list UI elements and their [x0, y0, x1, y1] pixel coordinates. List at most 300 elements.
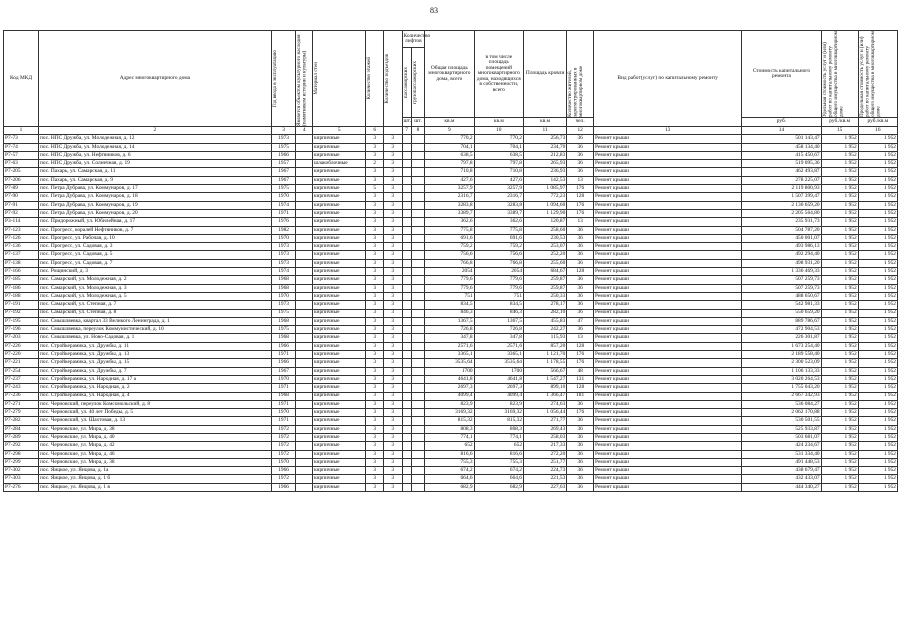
cell-elev-pass	[402, 301, 411, 309]
cell-unit-cost: 1 952	[821, 334, 858, 342]
cell-unit-cost: 1 952	[821, 301, 858, 309]
cell-elev-cargo	[411, 209, 424, 217]
cell-unit-cost: 1 952	[821, 218, 858, 226]
cell-roof-area: 282,10	[524, 309, 567, 317]
cell-max-cost: 1 952	[858, 475, 897, 483]
table-row	[4, 176, 898, 184]
cell-elev-cargo	[411, 234, 424, 242]
cell-code: Р7-185	[4, 276, 39, 284]
cell-elev-pass	[402, 384, 411, 392]
cell-roof-area: 236,93	[524, 168, 567, 176]
cell-entrances: 3	[383, 234, 402, 242]
cell-address: пос. Прогресс, ул. Садовая, д. 5	[39, 251, 272, 259]
cell-code: Р7-282	[4, 417, 39, 425]
cell-residents: 36	[567, 475, 594, 483]
cell-floors: 3	[366, 301, 384, 309]
cell-entrances: 3	[383, 143, 402, 151]
cell-address: пос. Петра Дубрава, ул. Коммунаров, д. 19	[39, 201, 272, 209]
cell-cost: 3 020 264,53	[742, 375, 821, 383]
cell-entrances: 3	[383, 201, 402, 209]
cell-elev-pass	[402, 276, 411, 284]
cell-unit-cost: 1 952	[821, 359, 858, 367]
housing-repair-table	[3, 30, 898, 492]
cell-floors: 3	[366, 417, 384, 425]
cell-max-cost: 1 952	[858, 342, 897, 350]
cell-max-cost: 1 952	[858, 417, 897, 425]
cell-elev-cargo	[411, 301, 424, 309]
cell-floors: 3	[366, 351, 384, 359]
cell-roof-area: 278,17	[524, 301, 567, 309]
cell-elev-pass	[402, 259, 411, 267]
unit-rub-m2-2: руб./кв.м	[858, 118, 897, 127]
cell-heritage	[296, 384, 312, 392]
cell-cost: 438 679,47	[742, 467, 821, 475]
cell-max-cost: 1 952	[858, 425, 897, 433]
cell-cost: 2 062 170,88	[742, 409, 821, 417]
cell-premises-area: 751	[474, 292, 523, 300]
table-row	[4, 243, 898, 251]
cell-code: Р7-195	[4, 317, 39, 325]
cell-elev-cargo	[411, 185, 424, 193]
cell-cost: 491 448,53	[742, 458, 821, 466]
cell-elev-cargo	[411, 143, 424, 151]
cell-roof-area: 259,87	[524, 284, 567, 292]
cell-heritage	[296, 276, 312, 284]
cell-code: Р7-205	[4, 168, 39, 176]
cell-residents: 13	[567, 334, 594, 342]
cell-works: Ремонт крыши	[594, 234, 742, 242]
cell-entrances: 3	[383, 425, 402, 433]
unit-elev-1: шт.	[402, 118, 411, 127]
cell-material: кирпичные	[312, 234, 366, 242]
cell-entrances: 3	[383, 251, 402, 259]
cell-cost: 525 933,87	[742, 425, 821, 433]
cell-heritage	[296, 168, 312, 176]
cell-max-cost: 1 952	[858, 160, 897, 168]
cell-residents: 36	[567, 400, 594, 408]
cell-heritage	[296, 301, 312, 309]
cell-works: Ремонт крыши	[594, 226, 742, 234]
cell-entrances: 3	[383, 342, 402, 350]
cell-premises-area: 3257,9	[474, 185, 523, 193]
cell-elev-pass	[402, 151, 411, 159]
cell-unit-cost: 1 952	[821, 409, 858, 417]
cell-premises-area: 674,2	[474, 467, 523, 475]
cell-address: пос. Стройкерамика, ул. Дружбы, д. 11	[39, 342, 272, 350]
cell-roof-area: 772,23	[524, 193, 567, 201]
cell-premises-area: 766,8	[474, 259, 523, 267]
header-elev-cargo: грузопассажирских	[411, 48, 424, 118]
cell-works: Ремонт крыши	[594, 442, 742, 450]
table-row	[4, 309, 898, 317]
cell-floors: 3	[366, 268, 384, 276]
cell-year: 1968	[271, 276, 296, 284]
cell-roof-area: 1 547,27	[524, 375, 567, 383]
table-row	[4, 276, 898, 284]
cell-address: пос. Стройкерамика, ул. Народная, д. 4	[39, 392, 272, 400]
cell-works: Ремонт крыши	[594, 276, 742, 284]
cell-heritage	[296, 151, 312, 159]
cell-code: Р7-138	[4, 259, 39, 267]
table-row	[4, 417, 898, 425]
cell-max-cost: 1 952	[858, 193, 897, 201]
cell-cost: 542 981,33	[742, 301, 821, 309]
cell-premises-area: 726,8	[474, 326, 523, 334]
table-row	[4, 151, 898, 159]
cell-elev-cargo	[411, 475, 424, 483]
cell-elev-pass	[402, 450, 411, 458]
page-number: 83	[430, 6, 438, 15]
cell-max-cost: 1 952	[858, 251, 897, 259]
cell-premises-area: 710,8	[474, 168, 523, 176]
header-code: Код МКД	[4, 31, 39, 127]
cell-total-area: 2571,6	[425, 342, 474, 350]
cell-total-area: 3389,7	[425, 209, 474, 217]
cell-elev-cargo	[411, 351, 424, 359]
cell-entrances: 3	[383, 392, 402, 400]
cell-residents: 36	[567, 251, 594, 259]
cell-works: Ремонт крыши	[594, 201, 742, 209]
cell-residents: 36	[567, 458, 594, 466]
cell-unit-cost: 1 952	[821, 243, 858, 251]
cell-code: Р7-284	[4, 425, 39, 433]
cell-address: пос. Стройкерамика, ул. Дружбы, д. 13	[39, 351, 272, 359]
cell-max-cost: 1 952	[858, 168, 897, 176]
cell-max-cost: 1 952	[858, 458, 897, 466]
cell-floors: 3	[366, 284, 384, 292]
cell-code: Р7-73	[4, 135, 39, 143]
cell-roof-area: 227,63	[524, 483, 567, 491]
cell-elev-pass	[402, 168, 411, 176]
cell-elev-cargo	[411, 334, 424, 342]
cell-total-area: 2054	[425, 268, 474, 276]
table-row	[4, 392, 898, 400]
cell-code: Р7-226	[4, 342, 39, 350]
cell-entrances: 3	[383, 367, 402, 375]
cell-unit-cost: 1 952	[821, 251, 858, 259]
cell-elev-cargo	[411, 251, 424, 259]
cell-works: Ремонт крыши	[594, 475, 742, 483]
cell-address: пос. Стройкерамика, ул. Дружбы, д. 15	[39, 359, 272, 367]
cell-works: Ремонт крыши	[594, 168, 742, 176]
cell-floors: 3	[366, 425, 384, 433]
cell-premises-area: 846,3	[474, 309, 523, 317]
cell-total-area: 3283,8	[425, 201, 474, 209]
cell-entrances: 3	[383, 317, 402, 325]
cell-heritage	[296, 292, 312, 300]
cell-floors: 3	[366, 433, 384, 441]
cell-year: 1966	[271, 483, 296, 491]
cell-heritage	[296, 243, 312, 251]
cell-cost: 504 787,20	[742, 226, 821, 234]
cell-total-area: 834,5	[425, 301, 474, 309]
cell-unit-cost: 1 952	[821, 425, 858, 433]
cell-entrances: 3	[383, 483, 402, 491]
cell-cost: 2 205 564,80	[742, 209, 821, 217]
cell-address: пос. Самарский, ул. Молодежная, д. 5	[39, 292, 272, 300]
cell-max-cost: 1 952	[858, 151, 897, 159]
cell-year: 1972	[271, 442, 296, 450]
cell-address: пос. Прогресс, ул. Садовая, д. 7	[39, 259, 272, 267]
cell-residents: 13	[567, 218, 594, 226]
cell-cost: 889 786,67	[742, 317, 821, 325]
cell-address: пос. Яицкое, ул. Янцова, д. 1а	[39, 467, 272, 475]
cell-roof-area: 265,93	[524, 160, 567, 168]
cell-works: Ремонт крыши	[594, 151, 742, 159]
cell-residents: 36	[567, 160, 594, 168]
cell-elev-pass	[402, 359, 411, 367]
cell-total-area: 4641,8	[425, 375, 474, 383]
cell-elev-pass	[402, 135, 411, 143]
cell-max-cost: 1 952	[858, 384, 897, 392]
table-row	[4, 234, 898, 242]
cell-roof-area: 252,20	[524, 251, 567, 259]
cell-address: пос. Черновские, ул. Мира, д. 38	[39, 458, 272, 466]
cell-max-cost: 1 952	[858, 334, 897, 342]
cell-entrances: 3	[383, 284, 402, 292]
cell-address: пос. Стройкерамика, ул. Дружбы, д. 7	[39, 367, 272, 375]
cell-cost: 503 681,07	[742, 433, 821, 441]
header-floors: Количество этажей	[366, 31, 384, 127]
cell-total-area: 751	[425, 292, 474, 300]
unit-rub: руб.	[742, 118, 821, 127]
table-row	[4, 143, 898, 151]
cell-max-cost: 1 952	[858, 201, 897, 209]
cell-floors: 3	[366, 400, 384, 408]
cell-works: Ремонт крыши	[594, 351, 742, 359]
cell-heritage	[296, 467, 312, 475]
table-row	[4, 475, 898, 483]
cell-year: 1973	[271, 135, 296, 143]
cell-year: 1972	[271, 475, 296, 483]
cell-material: кирпичные	[312, 226, 366, 234]
cell-elev-cargo	[411, 243, 424, 251]
cell-residents: 36	[567, 284, 594, 292]
unit-people: чел.	[567, 118, 594, 127]
cell-entrances: 3	[383, 259, 402, 267]
cell-unit-cost: 1 952	[821, 326, 858, 334]
cell-residents: 36	[567, 168, 594, 176]
cell-elev-pass	[402, 417, 411, 425]
cell-elev-pass	[402, 309, 411, 317]
cell-code: Р7-136	[4, 243, 39, 251]
cell-entrances: 3	[383, 409, 402, 417]
cell-address: пос. Самарский, ул. Молодежная, д. 2	[39, 276, 272, 284]
cell-max-cost: 1 952	[858, 351, 897, 359]
cell-roof-area: 1 094,60	[524, 201, 567, 209]
cell-floors: 3	[366, 359, 384, 367]
cell-entrances: 3	[383, 450, 402, 458]
cell-total-area: 638,5	[425, 151, 474, 159]
cell-entrances: 3	[383, 359, 402, 367]
cell-address: пос. НПС Дружба, ул. Нефтяников, д. 6	[39, 151, 272, 159]
cell-unit-cost: 1 952	[821, 209, 858, 217]
cell-address: пос. Черновский, ул. Шахтовая, д. 13	[39, 417, 272, 425]
cell-premises-area: 2316,7	[474, 193, 523, 201]
cell-material: кирпичные	[312, 276, 366, 284]
cell-premises-area: 3283,8	[474, 201, 523, 209]
cell-max-cost: 1 952	[858, 409, 897, 417]
cell-material: кирпичные	[312, 367, 366, 375]
cell-residents: 36	[567, 143, 594, 151]
cell-total-area: 846,3	[425, 309, 474, 317]
cell-unit-cost: 1 952	[821, 475, 858, 483]
cell-residents: 48	[567, 367, 594, 375]
cell-entrances: 3	[383, 151, 402, 159]
cell-unit-cost: 1 952	[821, 450, 858, 458]
cell-heritage	[296, 450, 312, 458]
cell-premises-area: 3389,7	[474, 209, 523, 217]
cell-total-area: 362,6	[425, 218, 474, 226]
cell-roof-area: 120,87	[524, 218, 567, 226]
cell-works: Ремонт крыши	[594, 326, 742, 334]
cell-code: Р7-243	[4, 384, 39, 392]
table-row	[4, 450, 898, 458]
table-row	[4, 135, 898, 143]
cell-heritage	[296, 417, 312, 425]
cell-code: Р7-74	[4, 143, 39, 151]
cell-heritage	[296, 218, 312, 226]
cell-premises-area: 4641,8	[474, 375, 523, 383]
cell-code: Р7-220	[4, 351, 39, 359]
cell-residents: 36	[567, 326, 594, 334]
cell-unit-cost: 1 952	[821, 193, 858, 201]
cell-works: Ремонт крыши	[594, 301, 742, 309]
cell-heritage	[296, 143, 312, 151]
cell-premises-area: 834,5	[474, 301, 523, 309]
cell-cost: 1 106 133,33	[742, 367, 821, 375]
cell-residents: 131	[567, 375, 594, 383]
unit-elev-2: шт.	[411, 118, 424, 127]
cell-heritage	[296, 317, 312, 325]
cell-total-area: 775,8	[425, 226, 474, 234]
cell-year: 1982	[271, 226, 296, 234]
cell-premises-area: 638,5	[474, 151, 523, 159]
cell-elev-cargo	[411, 226, 424, 234]
cell-heritage	[296, 342, 312, 350]
cell-works: Ремонт крыши	[594, 409, 742, 417]
cell-elev-pass	[402, 243, 411, 251]
cell-works: Ремонт крыши	[594, 259, 742, 267]
cell-material: кирпичные	[312, 135, 366, 143]
cell-elev-pass	[402, 375, 411, 383]
cell-year: 1972	[271, 450, 296, 458]
cell-entrances: 3	[383, 243, 402, 251]
cell-elev-cargo	[411, 384, 424, 392]
cell-elev-cargo	[411, 284, 424, 292]
cell-unit-cost: 1 952	[821, 259, 858, 267]
cell-year: 1968	[271, 284, 296, 292]
cell-code: Р7-292	[4, 442, 39, 450]
cell-roof-area: 234,70	[524, 143, 567, 151]
cell-floors: 3	[366, 442, 384, 450]
cell-roof-area: 1 085,97	[524, 185, 567, 193]
cell-material: кирпичные	[312, 400, 366, 408]
cell-floors: 3	[366, 259, 384, 267]
cell-total-area: 3365,1	[425, 351, 474, 359]
cell-unit-cost: 1 952	[821, 317, 858, 325]
cell-roof-area: 1 056,44	[524, 409, 567, 417]
cell-cost: 498 931,20	[742, 259, 821, 267]
cell-unit-cost: 1 952	[821, 400, 858, 408]
cell-elev-pass	[402, 425, 411, 433]
cell-heritage	[296, 284, 312, 292]
cell-elev-cargo	[411, 417, 424, 425]
table-row	[4, 334, 898, 342]
cell-residents: 36	[567, 226, 594, 234]
cell-max-cost: 1 952	[858, 467, 897, 475]
cell-elev-cargo	[411, 135, 424, 143]
cell-heritage	[296, 259, 312, 267]
cell-elev-cargo	[411, 359, 424, 367]
cell-total-area: 815,32	[425, 417, 474, 425]
cell-elev-pass	[402, 201, 411, 209]
cell-elev-pass	[402, 292, 411, 300]
cell-elev-pass	[402, 475, 411, 483]
cell-unit-cost: 1 952	[821, 168, 858, 176]
cell-unit-cost: 1 952	[821, 483, 858, 491]
cell-material: кирпичные	[312, 334, 366, 342]
cell-total-area: 797,8	[425, 160, 474, 168]
cell-elev-cargo	[411, 276, 424, 284]
cell-premises-area: 652	[474, 442, 523, 450]
cell-code: Р7-137	[4, 251, 39, 259]
cell-max-cost: 1 952	[858, 226, 897, 234]
cell-year: 1967	[271, 168, 296, 176]
cell-premises-area: 756,6	[474, 251, 523, 259]
table-row	[4, 268, 898, 276]
cell-year: 1975	[271, 143, 296, 151]
table-row	[4, 384, 898, 392]
cell-floors: 5	[366, 185, 384, 193]
cell-material: шлакоблочные	[312, 160, 366, 168]
cell-residents: 36	[567, 467, 594, 475]
cell-address: пос. Черновские, ул. Мира, д. 42	[39, 442, 272, 450]
cell-roof-area: 251,77	[524, 458, 567, 466]
cell-works: Ремонт крыши	[594, 176, 742, 184]
cell-residents: 176	[567, 359, 594, 367]
table-row	[4, 409, 898, 417]
cell-cost: 2 119 800,93	[742, 185, 821, 193]
table-row	[4, 326, 898, 334]
cell-year: 1975	[271, 309, 296, 317]
cell-entrances: 3	[383, 176, 402, 184]
cell-code: Р7-186	[4, 284, 39, 292]
cell-total-area: 770,2	[425, 135, 474, 143]
cell-year: 1970	[271, 234, 296, 242]
cell-elev-pass	[402, 193, 411, 201]
cell-premises-area: 1367,5	[474, 317, 523, 325]
cell-floors: 3	[366, 392, 384, 400]
cell-material: кирпичные	[312, 317, 366, 325]
cell-entrances: 3	[383, 185, 402, 193]
cell-unit-cost: 1 952	[821, 309, 858, 317]
cell-address: пос. Черновские, ул. Мира, д. 40	[39, 433, 272, 441]
table-row	[4, 425, 898, 433]
cell-floors: 3	[366, 176, 384, 184]
cell-floors: 3	[366, 135, 384, 143]
cell-total-area: 710,8	[425, 168, 474, 176]
cell-heritage	[296, 359, 312, 367]
cell-floors: 3	[366, 317, 384, 325]
cell-residents: 36	[567, 417, 594, 425]
cell-address: пос. НПС Дружба, ул. Молодежная, д. 12	[39, 135, 272, 143]
cell-works: Ремонт крыши	[594, 243, 742, 251]
cell-cost: 507 259,73	[742, 284, 821, 292]
cell-max-cost: 1 952	[858, 135, 897, 143]
cell-total-area: 682,9	[425, 483, 474, 491]
cell-floors: 3	[366, 458, 384, 466]
